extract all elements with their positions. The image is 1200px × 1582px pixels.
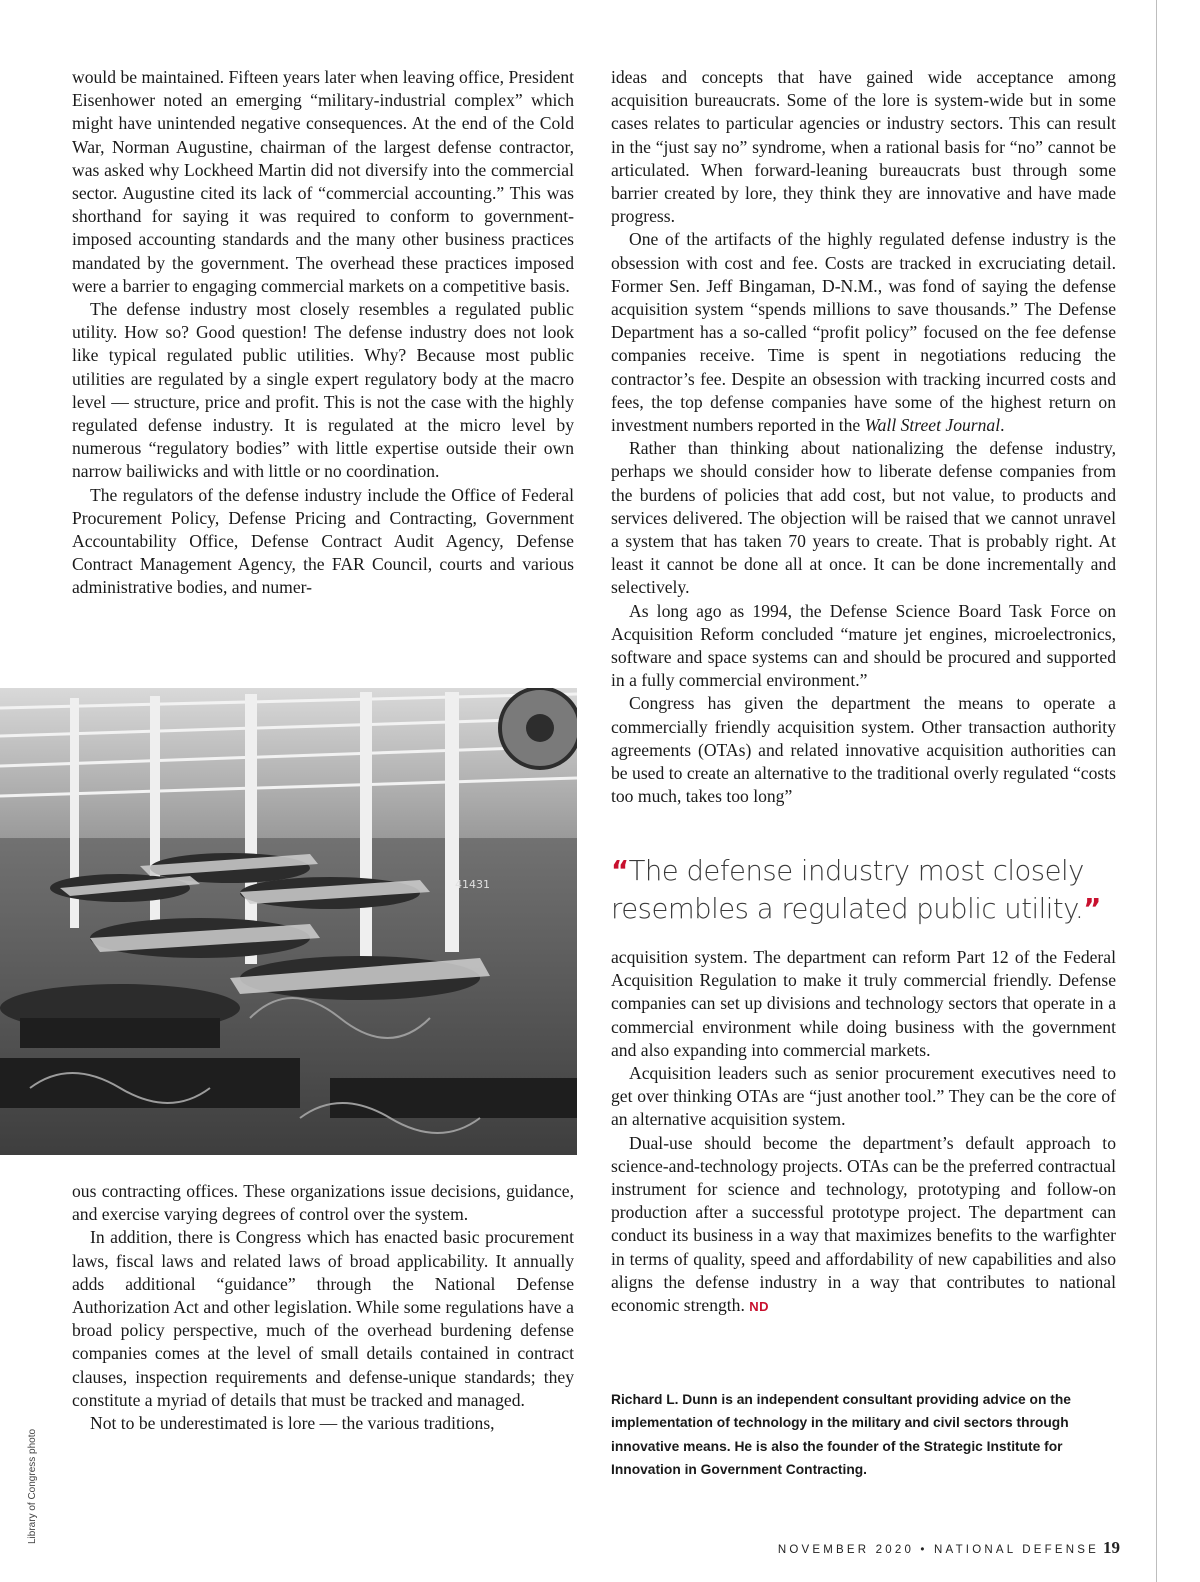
- page-footer: [690, 1538, 1120, 1558]
- end-mark-logo: ND: [749, 1299, 770, 1315]
- page-edge-line: [1156, 0, 1157, 1582]
- closing-paragraph-text: Dual-use should become the department’s default approach to science-and-technology projects. OTAs can be the preferred contractual instrument for science and technology, prototyping and follow-on production after a successful prototype project. The department can conduct its business in a way that maximizes benefits to the warfighter in terms of quality, speed and affordability of new capabilities and also aligns the defense industry in a way that contributes to national economic strength.: [611, 1132, 1116, 1316]
- body-paragraph: The regulators of the defense industry include the Office of Federal Procurement Policy, Defense Pricing and Contracting, Government Accountability Office, Defense Contract Audit Agency, Defense Contract Management Agency, the FAR Council, courts and various administrative bodies, and numer-: [72, 484, 574, 598]
- pull-quote-open-mark: “: [611, 855, 629, 887]
- pull-quote-close-mark: ”: [1083, 893, 1101, 925]
- body-paragraph: acquisition system. The department can reform Part 12 of the Federal Acquisition Regulation to make it truly commercial friendly. Defense companies can set up divisions and technology sectors that operate in a commercial environment while doing business with the government and also expanding into commercial markets.: [611, 947, 1116, 1060]
- aircraft-serial-marking: 41431: [455, 878, 490, 891]
- publication-name: Wall Street Journal: [864, 415, 1001, 436]
- closing-paragraph: [611, 1132, 1116, 1319]
- author-bio: Richard L. Dunn is an independent consultant providing advice on the implementation of technology in the military and civil sectors through innovative means. He is also the founder of the Strategic Institute for Innovation in Government Contracting.: [611, 1392, 1071, 1478]
- body-paragraph: would be maintained. Fifteen years later when leaving office, President Eisenhower noted an emerging “military-industrial complex” which might have unintended negative consequences. At the end of the Cold War, Norman Augustine, chairman of the largest defense contractor, was asked why Lockheed Martin did not diversify into the commercial sector. Augustine cited its lack of “commercial accounting.” This was shorthand for saying it was required to conform to government-imposed accounting standards and the many other business practices mandated by the government. The overhead these practices imposed were a barrier to engaging commercial markets on a competitive basis.: [72, 67, 574, 296]
- right-column-top: [611, 66, 1116, 809]
- issue-line: NOVEMBER 2020 • NATIONAL DEFENSE: [777, 1544, 1099, 1556]
- body-paragraph: One of the artifacts of the highly regulated defense industry is the obsession with cost and fee. Costs are tracked in excruciating detail. Former Sen. Jeff Bingaman, D-N.M., was fond of saying the defense acquisition system “spends millions to save thousands.” The Defense Department has a so-called “profit policy” focused on the fee defense companies receive. Time is spent in negotiations reducing the contractor’s fee. Despite an obsession with tracking incurred costs and fees, the top defense companies have some of the highest return on investment numbers reported in the Wall Street Journal.: [611, 229, 1116, 436]
- body-paragraph: ous contracting offices. These organizations issue decisions, guidance, and exercise varying degrees of control over the system.: [72, 1181, 574, 1225]
- body-paragraph: Rather than thinking about nationalizing the defense industry, perhaps we should consider how to liberate defense companies from the burdens of policies that add cost, but not value, to products and services delivered. The objection will be raised that we cannot unravel a system that has taken 70 years to create. That is probably right. At least it cannot be done all at once. It can be done incrementally and selectively.: [611, 438, 1116, 598]
- photo-credit: Library of Congress photo: [27, 1428, 38, 1544]
- right-bottom-paragraphs: [611, 946, 1116, 1132]
- body-paragraph: Not to be underestimated is lore — the various traditions,: [90, 1413, 495, 1434]
- pull-quote-text: The defense industry most closely resembles a regulated public utility.: [611, 855, 1084, 925]
- page-number: 19: [1103, 1538, 1120, 1557]
- left-column-bottom: [72, 1180, 574, 1435]
- body-paragraph: ideas and concepts that have gained wide acceptance among acquisition bureaucrats. Some of the lore is system-wide but in some cases relates to particular agencies or industry sectors. This can result in the “just say no” syndrome, when a rational basis for “no” cannot be articulated. When forward-leaning bureaucrats bust through some barrier created by lore, they think they are innovative and have made progress.: [611, 67, 1116, 227]
- body-paragraph: As long ago as 1994, the Defense Science Board Task Force on Acquisition Reform concluded “mature jet engines, microelectronics, software and space systems can and should be procured and supported in a fully commercial environment.”: [611, 600, 1116, 691]
- aircraft-assembly-line-image: [0, 688, 577, 1155]
- body-paragraph: In addition, there is Congress which has enacted basic procurement laws, fiscal laws and related laws of broad applicability. It annually adds additional “guidance” through the National Defense Authorization Act and other legislation. While some regulations have a broad policy perspective, much of the overhead burdening defense companies comes at the level of small details contained in contract clauses, inspection requirements and defense-unique standards; they constitute a myriad of details that must be tracked and managed.: [72, 1227, 574, 1410]
- factory-photo: [0, 688, 577, 1155]
- pull-quote: [611, 852, 1111, 928]
- body-paragraph: Acquisition leaders such as senior procurement executives need to get over thinking OTAs are “just another tool.” They can be the core of an alternative acquisition system.: [611, 1063, 1116, 1130]
- body-paragraph: Congress has given the department the means to operate a commercially friendly acquisition system. Other transaction authority agreements (OTAs) and related innovative acquisition authorities can be used to create an alternative to the traditional overly regulated “costs too much, takes too long”: [611, 693, 1116, 807]
- right-column-bottom: [611, 946, 1116, 1318]
- left-column-top: [72, 66, 574, 600]
- body-paragraph: The defense industry most closely resembles a regulated public utility. How so? Good question! The defense industry does not look like typical regulated public utilities. Why? Because most public utilities are regulated by a single expert regulatory body at the macro level — structure, price and profit. This is not the case with the highly regulated defense industry. It is regulated at the micro level by numerous “regulatory bodies” with little expertise outside their own narrow bailiwicks and with little or no coordination.: [72, 299, 574, 482]
